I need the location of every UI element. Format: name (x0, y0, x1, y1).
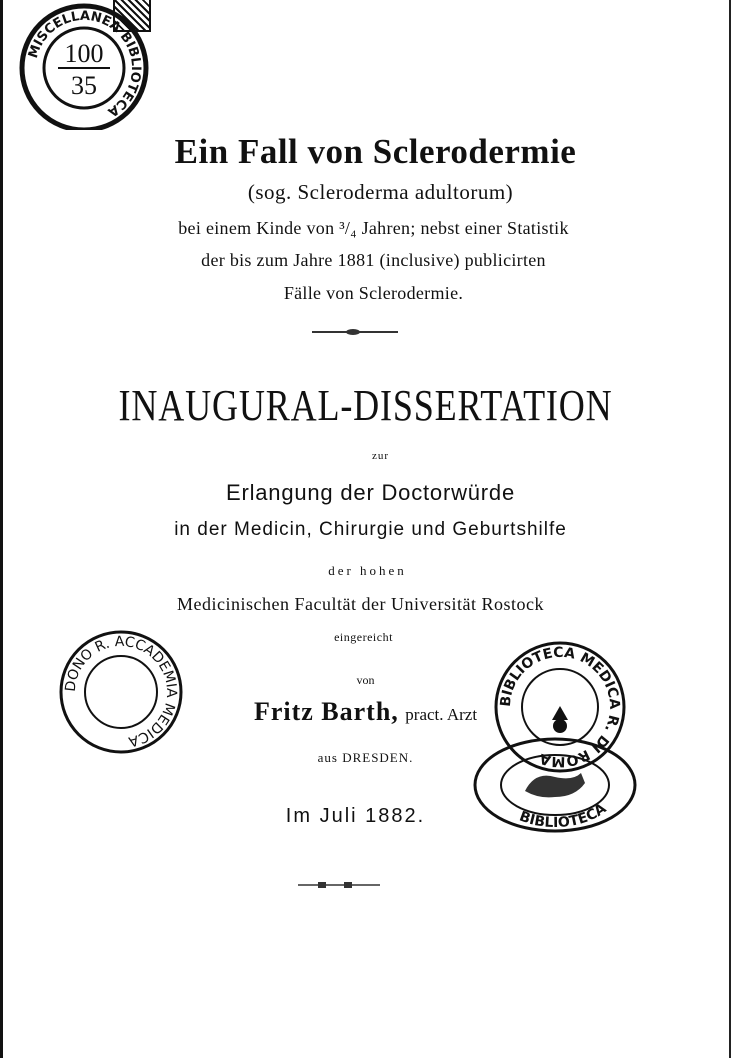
subtitle: (sog. Scleroderma adultorum) (247, 180, 514, 204)
stamp-top-left (14, 0, 154, 130)
end-ornament (296, 880, 382, 890)
title: Ein Fall von Sclerodermie (174, 132, 577, 171)
author-name: Fritz Barth, (253, 697, 399, 726)
origin: aus DRESDEN. (317, 750, 414, 765)
stamp-right-upper-ring-text: BIBLIOTECA MEDICA R. DI ROMA (497, 644, 623, 770)
dissertation-heading: INAUGURAL-DISSERTATION (118, 381, 613, 430)
page-edge-left (0, 0, 3, 1058)
description-line-2: der bis zum Jahre 1881 (inclusive) publicirten (201, 250, 546, 270)
description-line-3: Fälle von Sclerodermie. (283, 283, 464, 303)
stamp-right-lower-ring-text: BIBLIOTECA (517, 800, 610, 832)
zur-label: zur (371, 450, 390, 462)
stamp-number-top: 100 (64, 39, 104, 68)
divider-ornament (312, 331, 398, 333)
wolf-emblem (525, 773, 585, 797)
stamp-left (56, 630, 186, 755)
stamp-number-bottom: 35 (71, 71, 97, 100)
faculty: Medicinischen Facultät der Universität Rostock (177, 594, 544, 614)
stamp-top-left-ring-text: MISCELLANEA BIBLIOTECA (25, 8, 144, 120)
fields: in der Medicin, Chirurgie und Geburtshilfe (174, 519, 567, 540)
eingereicht-label: eingereicht (334, 630, 393, 644)
der-hohen: der hohen (328, 563, 407, 578)
description-line-1: bei einem Kinde von ³/₄ Jahren; nebst einer Statistik (178, 218, 569, 238)
purpose: Erlangung der Doctorwürde (225, 480, 516, 505)
von-label: von (356, 673, 375, 687)
date: Im Juli 1882. (285, 805, 426, 827)
stamp-right-lower (470, 735, 640, 835)
stamp-left-ring-text: DONO R. ACCADEMIA MEDICA (62, 633, 180, 750)
author-profession: pract. Arzt (405, 705, 478, 724)
